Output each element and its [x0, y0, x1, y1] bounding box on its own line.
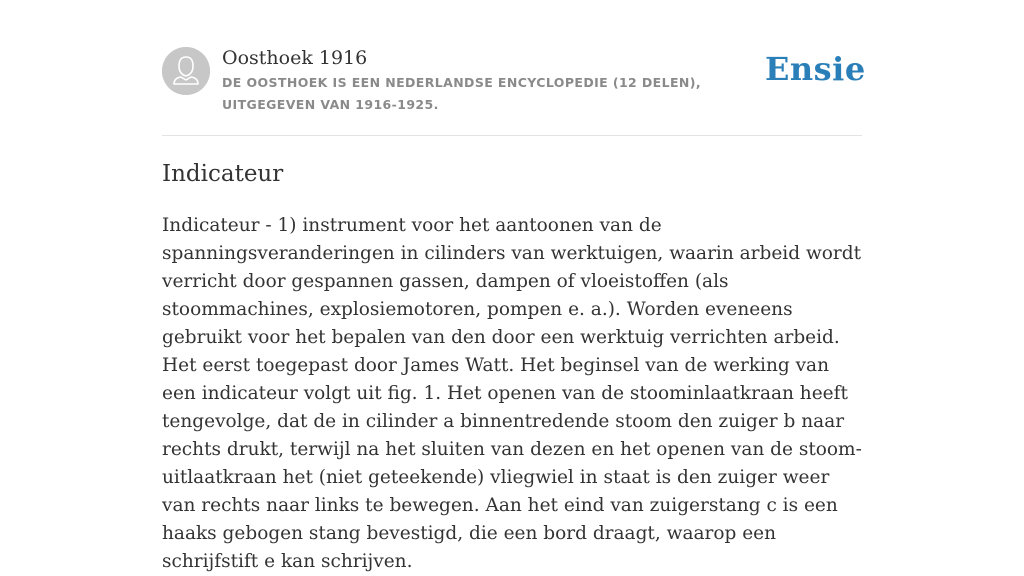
ensie-logo[interactable]: Ensie	[765, 50, 866, 88]
source-header	[162, 46, 866, 136]
source-title[interactable]: Oosthoek 1916	[222, 47, 368, 69]
source-description: DE OOSTHOEK IS EEN NEDERLANDSE ENCYCLOPEDIE (12 DELEN), UITGEGEVEN VAN 1916-1925.	[222, 75, 702, 112]
header-divider	[162, 135, 862, 136]
entry-body: Indicateur - 1) instrument voor het aantoonen van de spanningsveranderingen in cilinders van werktuigen, waarin arbeid wordt verricht door gespannen gassen, dampen of vloeistoffen (als stoommachines, explosiemotoren, pompen e. a.). Worden eveneens gebruikt voor het bepalen van den door een werktuig verrichten arbeid. Het eerst toegepast door James Watt. Het beginsel van de werking van een indicateur volgt uit fig. 1. Het openen van de stoominlaatkraan heeft tengevolge, dat de in cilinder a binnentredende stoom den zuiger b naar rechts drukt, terwijl na het sluiten van dezen en het openen van de stoom-uitlaatkraan het (niet geteekende) vliegwiel in staat is den zuiger weer van rechts naar links te bewegen. Aan het eind van zuigerstang c is een haaks gebogen stang bevestigd, die een bord draagt, waarop een schrijfstift e kan schrijven.	[162, 215, 862, 572]
user-silhouette-icon[interactable]	[162, 47, 210, 95]
entry-title: Indicateur	[162, 161, 284, 187]
